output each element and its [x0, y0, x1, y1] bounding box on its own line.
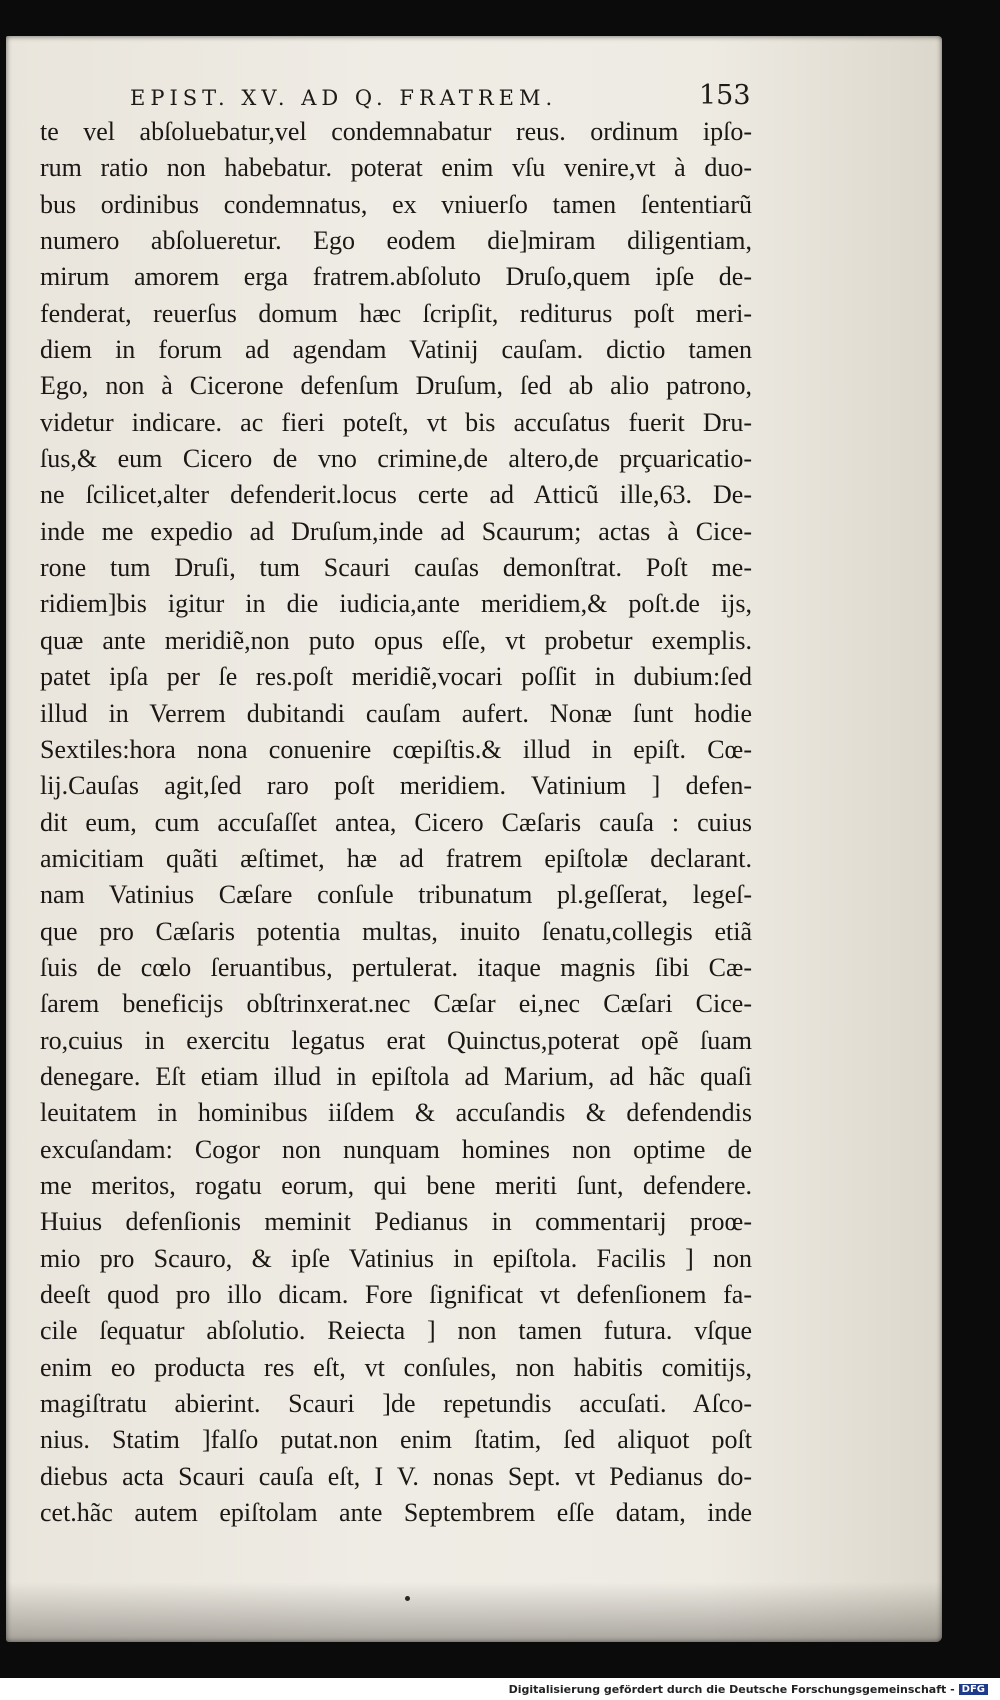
- text-line: enim eo producta res eſt, vt conſules, non habitis comitijs,: [40, 1352, 752, 1382]
- printer-dot: [405, 1596, 410, 1601]
- text-line: cet.hãc autem epiſtolam ante Septembrem eſſe datam, inde: [40, 1498, 752, 1528]
- text-line: rum ratio non habebatur. poterat enim vſu venire,vt à duo-: [40, 153, 752, 183]
- text-line: dit eum, cum accuſaſſet antea, Cicero Cæſaris cauſa : cuius: [40, 807, 752, 837]
- text-line: cile ſequatur abſolutio. Reiecta ] non tamen futura. vſque: [40, 1316, 752, 1346]
- text-line: ridiem]bis igitur in die iudicia,ante meridiem,& poſt.de ijs,: [40, 589, 752, 619]
- text-line: me meritos, rogatu eorum, qui bene meriti ſunt, defendere.: [40, 1170, 752, 1200]
- text-line: denegare. Eſt etiam illud in epiſtola ad Marium, ad hãc quaſi: [40, 1061, 752, 1091]
- text-line: ſuis de cœlo ſeruantibus, pertulerat. itaque magnis ſibi Cæ-: [40, 952, 752, 982]
- text-line: inde me expedio ad Druſum,inde ad Scaurum; actas à Cice-: [40, 516, 752, 546]
- running-title: EPIST. XV. AD Q. FRATREM.: [130, 86, 558, 110]
- text-line: Ego, non à Cicerone defenſum Druſum, ſed ab alio patrono,: [40, 371, 752, 401]
- text-line: excuſandam: Cogor non nunquam homines non optime de: [40, 1134, 752, 1164]
- digitization-footer: [0, 1678, 1000, 1700]
- text-line: mirum amorem erga fratrem.abſoluto Druſo,quem ipſe de-: [40, 262, 752, 292]
- text-line: diebus acta Scauri cauſa eſt, I V. nonas Sept. vt Pedianus do-: [40, 1461, 752, 1491]
- text-line: nam Vatinius Cæſare conſule tribunatum pl.geſſerat, legeſ-: [40, 880, 752, 910]
- text-line: Huius defenſionis meminit Pedianus in commentarij proœ-: [40, 1207, 752, 1237]
- body-text: [40, 114, 752, 1531]
- text-line: magiſtratu abierint. Scauri ]de repetundis accuſati. Aſco-: [40, 1389, 752, 1419]
- text-line: deeſt quod pro illo dicam. Fore ſignificat vt defenſionem fa-: [40, 1280, 752, 1309]
- text-line: ne ſcilicet,alter defenderit.locus certe ad Atticũ ille,63. De-: [40, 480, 752, 510]
- text-line: quæ ante meridiẽ,non puto opus eſſe, vt probetur exemplis.: [40, 625, 752, 655]
- dfg-logo: DFG: [959, 1684, 988, 1695]
- text-line: Sextiles:hora nona conuenire cœpiſtis.& illud in epiſt. Cœ-: [40, 734, 752, 764]
- text-line: leuitatem in hominibus iiſdem & accuſandis & defendendis: [40, 1098, 752, 1128]
- text-line: numero abſolueretur. Ego eodem die]miram diligentiam,: [40, 226, 752, 256]
- page-number: 153: [699, 80, 751, 111]
- text-line: ſarem beneficijs obſtrinxerat.nec Cæſar ei,nec Cæſari Cice-: [40, 989, 752, 1019]
- text-line: nius. Statim ]falſo putat.non enim ſtatim, ſed aliquot poſt: [40, 1425, 752, 1455]
- text-line: bus ordinibus condemnatus, ex vniuerſo tamen ſententiarũ: [40, 189, 752, 219]
- footer-credit: Digitalisierung gefördert durch die Deutsche Forschungsgemeinschaft -: [508, 1682, 955, 1696]
- text-line: illud in Verrem dubitandi cauſam aufert. Nonæ ſunt hodie: [40, 698, 752, 728]
- text-line: mio pro Scauro, & ipſe Vatinius in epiſtola. Facilis ] non: [40, 1243, 752, 1273]
- text-line: lij.Cauſas agit,ſed raro poſt meridiem. Vatinium ] defen-: [40, 771, 752, 801]
- text-line: diem in forum ad agendam Vatinij cauſam. dictio tamen: [40, 335, 752, 365]
- text-line: rone tum Druſi, tum Scauri cauſas demonſtrat. Poſt me-: [40, 553, 752, 583]
- text-line: te vel abſoluebatur,vel condemnabatur reus. ordinum ipſo-: [40, 117, 752, 146]
- text-line: fenderat, reuerſus domum hæc ſcripſit, rediturus poſt meri-: [40, 298, 752, 328]
- text-line: ro,cuius in exercitu legatus erat Quinctus,poterat opẽ ſuam: [40, 1025, 752, 1055]
- text-line: que pro Cæſaris potentia multas, inuito ſenatu,collegis etiã: [40, 916, 752, 946]
- text-line: ſus,& eum Cicero de vno crimine,de altero,de prçuaricatio-: [40, 444, 752, 474]
- text-line: patet ipſa per ſe res.poſt meridiẽ,vocari poſſit in dubium:ſed: [40, 662, 752, 692]
- text-line: amicitiam quãti æſtimet, hæ ad fratrem epiſtolæ declarant.: [40, 843, 752, 873]
- text-line: videtur indicare. ac fieri poteſt, vt bis accuſatus fuerit Dru-: [40, 407, 752, 437]
